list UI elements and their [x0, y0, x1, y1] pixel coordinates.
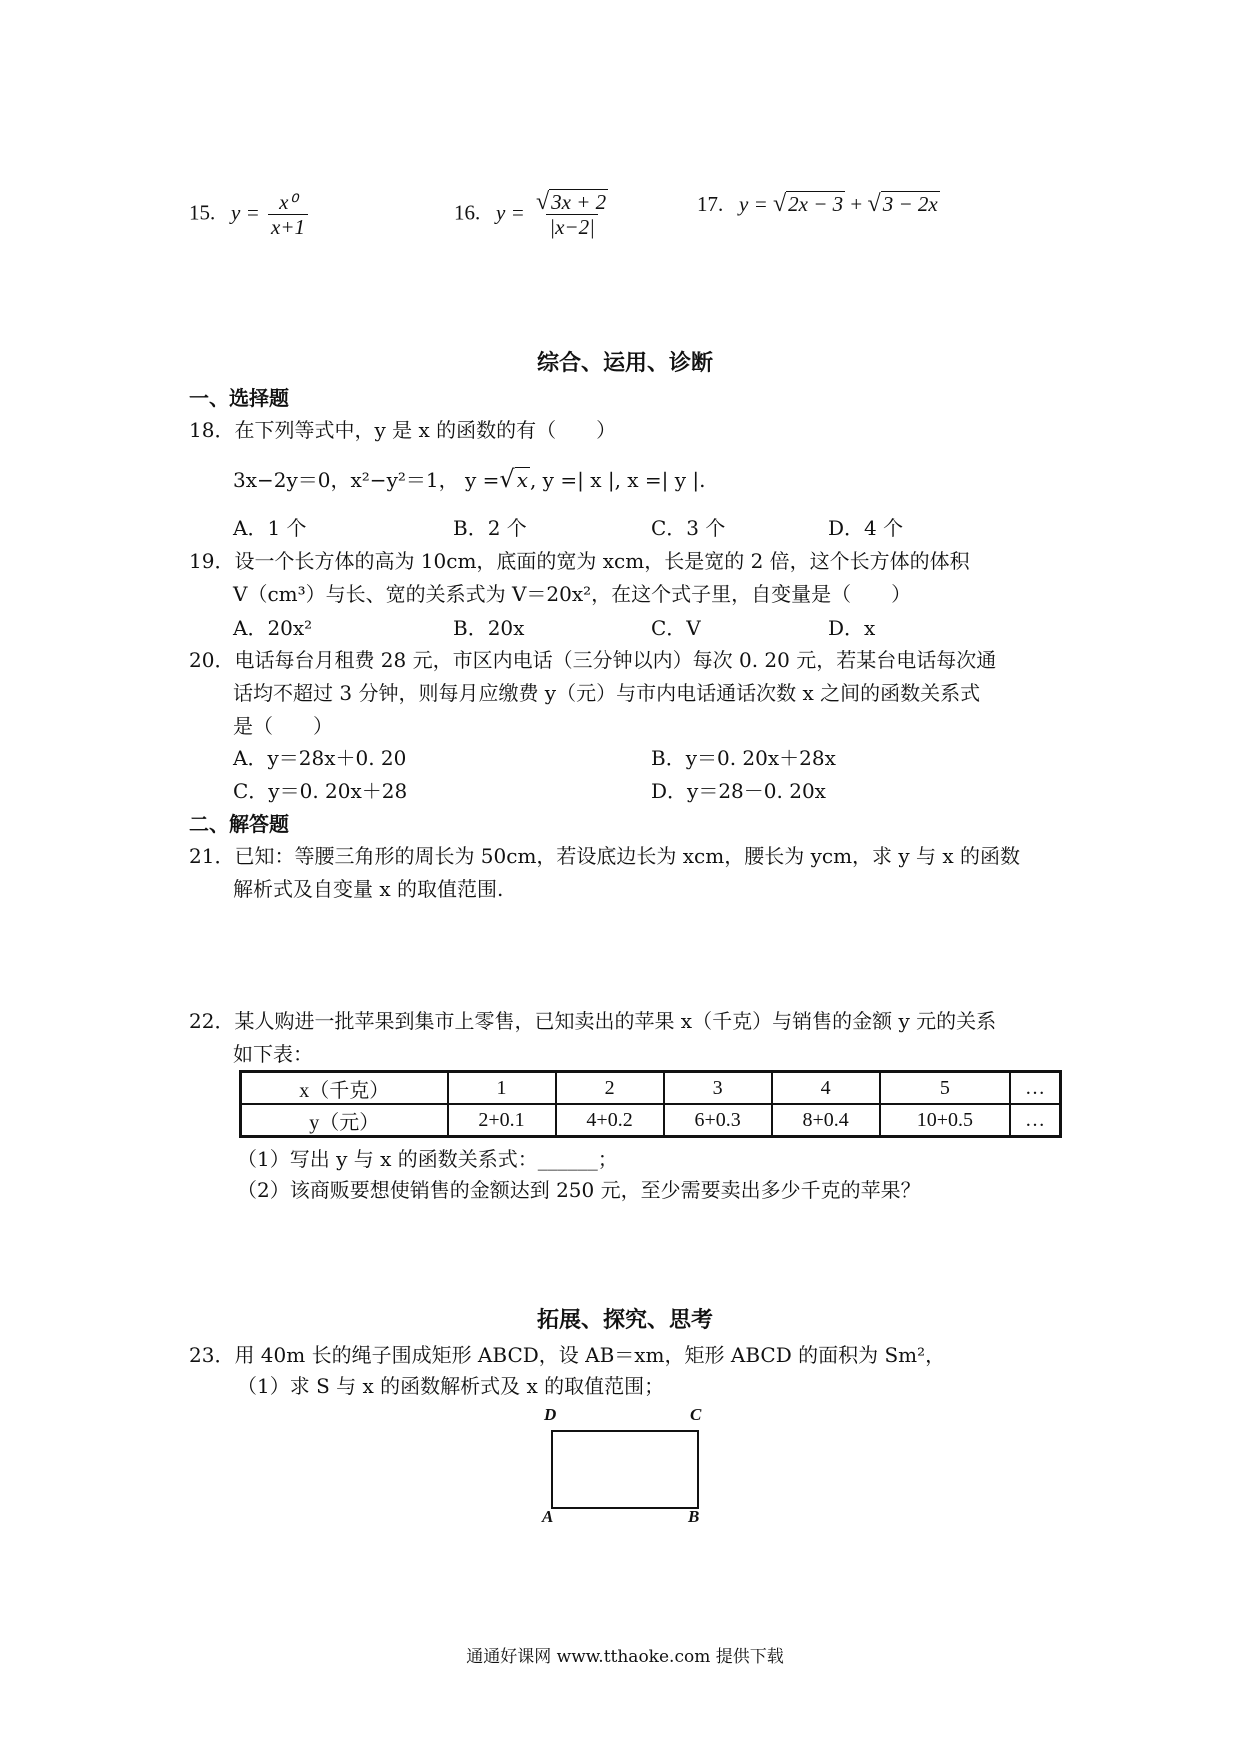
section-title: 拓展、探究、思考	[536, 1308, 713, 1333]
vertex-label-b: B	[688, 1507, 700, 1526]
table-cell: 1	[448, 1072, 556, 1105]
denominator: x+1	[268, 214, 308, 239]
lhs: y =	[231, 200, 260, 225]
question-number: 15.	[189, 200, 216, 225]
radicand: x	[516, 468, 528, 492]
section-title: 综合、运用、诊断	[536, 351, 713, 376]
table-cell: y（元）	[241, 1104, 448, 1137]
numerator: x⁰	[279, 190, 297, 214]
table-cell: …	[1010, 1104, 1060, 1137]
option-b: B．20x	[453, 616, 525, 640]
option-d: D．x	[828, 616, 876, 640]
part-heading: 一、选择题	[189, 386, 289, 410]
option-b: B．y＝0. 20x＋28x	[651, 746, 836, 770]
question-22-sub2: （2）该商贩要想使销售的金额达到 250 元，至少需要卖出多少千克的苹果？	[237, 1178, 921, 1202]
question-23-line: 23．用 40m 长的绳子围成矩形 ABCD，设 AB＝xm，矩形 ABCD 的面积为 Sm²，	[189, 1343, 946, 1367]
fraction	[533, 190, 611, 239]
radicand: 2x − 3	[788, 192, 844, 216]
formula-part: , y =| x |, x =| y |.	[529, 468, 706, 492]
option-c: C．3 个	[651, 516, 726, 540]
question-23-line: （1）求 S 与 x 的函数解析式及 x 的取值范围；	[237, 1374, 665, 1398]
option-a: A．y＝28x＋0. 20	[233, 746, 407, 770]
radical-icon: √	[867, 191, 881, 217]
rectangle-abcd-figure	[551, 1430, 699, 1509]
data-table	[239, 1070, 1062, 1138]
radicand: 3 − 2x	[882, 192, 938, 216]
table-cell: 10+0.5	[880, 1104, 1010, 1137]
option-b: B．2 个	[453, 516, 527, 540]
question-19-line: V（cm³）与长、宽的关系式为 V＝20x²，在这个式子里，自变量是（ ）	[233, 582, 912, 606]
table-cell: 8+0.4	[772, 1104, 880, 1137]
question-20-line: 20．电话每台月租费 28 元，市区内电话（三分钟以内）每次 0. 20 元，若某台电话每次通	[189, 648, 997, 672]
radical-icon: √	[499, 465, 515, 493]
question-22-line: 如下表：	[233, 1042, 313, 1066]
numerator	[533, 190, 611, 214]
table-cell: 5	[880, 1072, 1010, 1105]
denominator: |x−2|	[546, 214, 598, 239]
question-20-line: 话均不超过 3 分钟，则每月应缴费 y（元）与市内电话通话次数 x 之间的函数关系式	[233, 681, 981, 705]
question-16	[454, 190, 614, 239]
question-17	[697, 192, 940, 216]
formula-part: 3x−2y＝0，x²−y²＝1， y =	[233, 468, 500, 492]
question-19-line: 19．设一个长方体的高为 10cm，底面的宽为 xcm，长是宽的 2 倍，这个长方体的体积	[189, 549, 970, 573]
option-c: C．V	[651, 616, 701, 640]
table-row	[241, 1072, 1061, 1105]
table-cell: …	[1010, 1072, 1060, 1105]
question-number: 17.	[697, 192, 724, 216]
question-22-line: 22．某人购进一批苹果到集市上零售，已知卖出的苹果 x（千克）与销售的金额 y 元的关系	[189, 1009, 997, 1033]
option-d: D．y＝28－0. 20x	[651, 779, 826, 803]
vertex-label-c: C	[690, 1405, 702, 1424]
vertex-label-d: D	[544, 1405, 557, 1424]
radical-icon: √	[773, 191, 787, 217]
question-21-line: 解析式及自变量 x 的取值范围.	[233, 877, 504, 901]
question-21-line: 21．已知：等腰三角形的周长为 50cm，若设底边长为 xcm，腰长为 ycm，求 y 与 x 的函数	[189, 844, 1021, 868]
footer: 通通好课网 www.tthaoke.com 提供下载	[466, 1647, 784, 1667]
fraction	[268, 190, 308, 239]
lhs: y =	[496, 200, 525, 225]
table-cell: 2	[556, 1072, 664, 1105]
option-a: A．1 个	[233, 516, 307, 540]
question-22-sub1: （1）写出 y 与 x 的函数关系式：______；	[237, 1147, 618, 1171]
option-a: A．20x²	[233, 616, 313, 640]
table-cell: 2+0.1	[448, 1104, 556, 1137]
option-c: C．y＝0. 20x＋28	[233, 779, 408, 803]
table-cell: 4	[772, 1072, 880, 1105]
question-number: 16.	[454, 200, 481, 225]
table-cell: 3	[664, 1072, 772, 1105]
table-cell: 6+0.3	[664, 1104, 772, 1137]
plus: +	[850, 192, 863, 216]
question-18-formula	[233, 467, 706, 492]
radical-icon: √	[536, 189, 550, 215]
table-row	[241, 1104, 1061, 1137]
table-cell: x（千克）	[241, 1072, 448, 1105]
table-cell: 4+0.2	[556, 1104, 664, 1137]
option-d: D．4 个	[828, 516, 904, 540]
radicand: 3x + 2	[551, 190, 607, 214]
question-18-stem: 18．在下列等式中，y 是 x 的函数的有（ ）	[189, 418, 617, 442]
vertex-label-a: A	[542, 1507, 554, 1526]
lhs: y =	[739, 192, 768, 216]
question-20-line: 是（ ）	[233, 714, 333, 738]
question-15	[189, 190, 311, 239]
part-heading: 二、解答题	[189, 812, 289, 836]
